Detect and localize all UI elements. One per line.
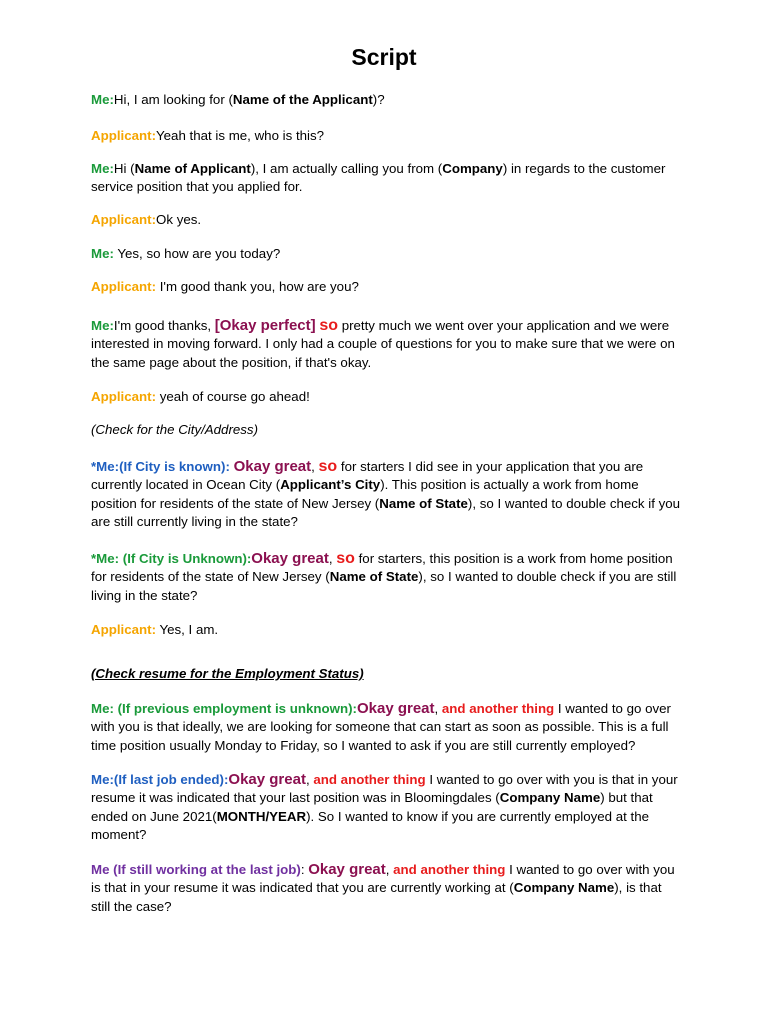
script-line-7 [91, 317, 683, 372]
speaker-label: Applicant: [91, 128, 157, 143]
placeholder-text: Name of State [379, 495, 468, 511]
line-text: I wanted to go over with you is that in your resume it was indicated that you are currently working at ( [91, 862, 675, 896]
speaker-label: *Me: (If City is Unknown): [91, 551, 252, 566]
placeholder-text: Company [442, 161, 503, 176]
line-text: Yes, so how are you today? [113, 246, 281, 261]
script-line-city-known [91, 458, 683, 531]
line-text: ) but that ended on June 2021( [91, 790, 653, 824]
emphasis-phrase: [Okay perfect] [214, 317, 316, 334]
line-text: ) in regards to the customer service position that you applied for. [91, 161, 666, 195]
placeholder-text: Applicant’s City [280, 477, 381, 493]
line-text: Hi ( [113, 161, 135, 176]
speaker-label: *Me:(If City is known): [91, 459, 230, 474]
line-text: ). This position is actually a work from home position for residents of the state of New Jersey ( [91, 477, 639, 511]
line-text: ), so I wanted to double check if you are still currently living in the state? [91, 495, 681, 529]
script-line-still-working [91, 861, 683, 916]
emphasis-phrase: Okay great [233, 458, 312, 475]
script-line-applicant-yes [91, 621, 683, 639]
speaker-label: Me: [91, 161, 114, 176]
placeholder-text: Name of Applicant [134, 161, 251, 176]
emphasis-phrase: Okay great [308, 861, 386, 878]
line-text: Yeah that is me, who is this? [156, 128, 325, 143]
line-text: )? [372, 92, 385, 107]
line-text: ). So I wanted to know if you are currently employed at the moment? [91, 808, 650, 842]
script-line-1 [91, 91, 683, 109]
line-text: I wanted to go over with you is that in your resume it was indicated that your last position was in Bloomingdales ( [91, 772, 678, 806]
line-text: I wanted to go over with you is that ideally, we are looking for someone that can start as soon as possible. This is a full time position usually Monday to Friday, so I wanted to ask if you are still currently employed? [91, 701, 671, 753]
line-text: pretty much we went over your application and we were interested in moving forward. I only had a couple of questions for you to make sure that we were on the same page about the position, if that's okay. [91, 318, 675, 370]
placeholder-text: Company Name [499, 790, 601, 806]
speaker-label: Me: [91, 92, 114, 107]
comma: , [328, 551, 337, 566]
speaker-label: Me:(If last job ended): [91, 772, 229, 787]
line-text: I'm good thanks, [113, 318, 215, 333]
script-line-8 [91, 388, 683, 406]
speaker-label: Applicant: [91, 279, 157, 294]
speaker-label: Me (If still working at the last job) [91, 862, 301, 877]
speaker-label: Applicant: [91, 212, 157, 227]
placeholder-text: Name of the Applicant [232, 92, 373, 107]
document-title: Script [351, 44, 417, 70]
speaker-label: Me: [91, 318, 114, 333]
line-text: ), I am actually calling you from ( [250, 161, 443, 176]
comma: , [385, 862, 394, 877]
placeholder-text: Company Name [513, 880, 615, 896]
emphasis-word: so [319, 317, 338, 334]
emphasis-word: so [318, 458, 338, 475]
placeholder-text: Name of State [329, 569, 419, 585]
script-line-last-job-ended [91, 771, 683, 844]
speaker-label: Me: [91, 246, 114, 261]
emphasis-phrase: Okay great [228, 771, 306, 788]
script-line-employment-unknown [91, 700, 683, 755]
comma: , [305, 772, 314, 787]
line-text: yeah of course go ahead! [156, 389, 310, 404]
line-text: ), so I wanted to double check if you are still living in the state? [91, 569, 677, 603]
script-line-6 [91, 278, 683, 296]
line-text: ), is that still the case? [91, 880, 662, 914]
emphasis-phrase: and another thing [393, 862, 506, 877]
colon: : [300, 862, 309, 877]
speaker-label: Applicant: [91, 622, 157, 637]
line-text: Yes, I am. [156, 622, 219, 637]
speaker-label: Applicant: [91, 389, 157, 404]
comma: , [311, 459, 319, 474]
instruction-employment-check: (Check resume for the Employment Status) [91, 666, 364, 681]
script-line-5 [91, 245, 683, 263]
script-line-city-unknown [91, 550, 683, 605]
emphasis-phrase: and another thing [313, 772, 426, 787]
line-text: I'm good thank you, how are you? [156, 279, 359, 294]
emphasis-phrase: Okay great [356, 700, 435, 717]
script-line-3 [91, 160, 683, 197]
script-line-2 [91, 127, 683, 145]
emphasis-phrase: and another thing [441, 701, 555, 716]
line-text: for starters, this position is a work from home position for residents of the state of New Jersey ( [91, 551, 673, 585]
speaker-label: Me: (If previous employment is unknown): [91, 701, 357, 716]
comma: , [434, 701, 442, 716]
placeholder-text: MONTH/YEAR [216, 808, 307, 824]
emphasis-phrase: Okay great [251, 550, 329, 567]
line-text: Ok yes. [156, 212, 202, 227]
line-text: for starters I did see in your application that you are currently located in Ocean City ( [91, 459, 644, 493]
instruction-city-check: (Check for the City/Address) [91, 422, 259, 437]
emphasis-word: so [336, 550, 355, 567]
line-text: Hi, I am looking for ( [113, 92, 233, 107]
script-line-4 [91, 211, 683, 229]
